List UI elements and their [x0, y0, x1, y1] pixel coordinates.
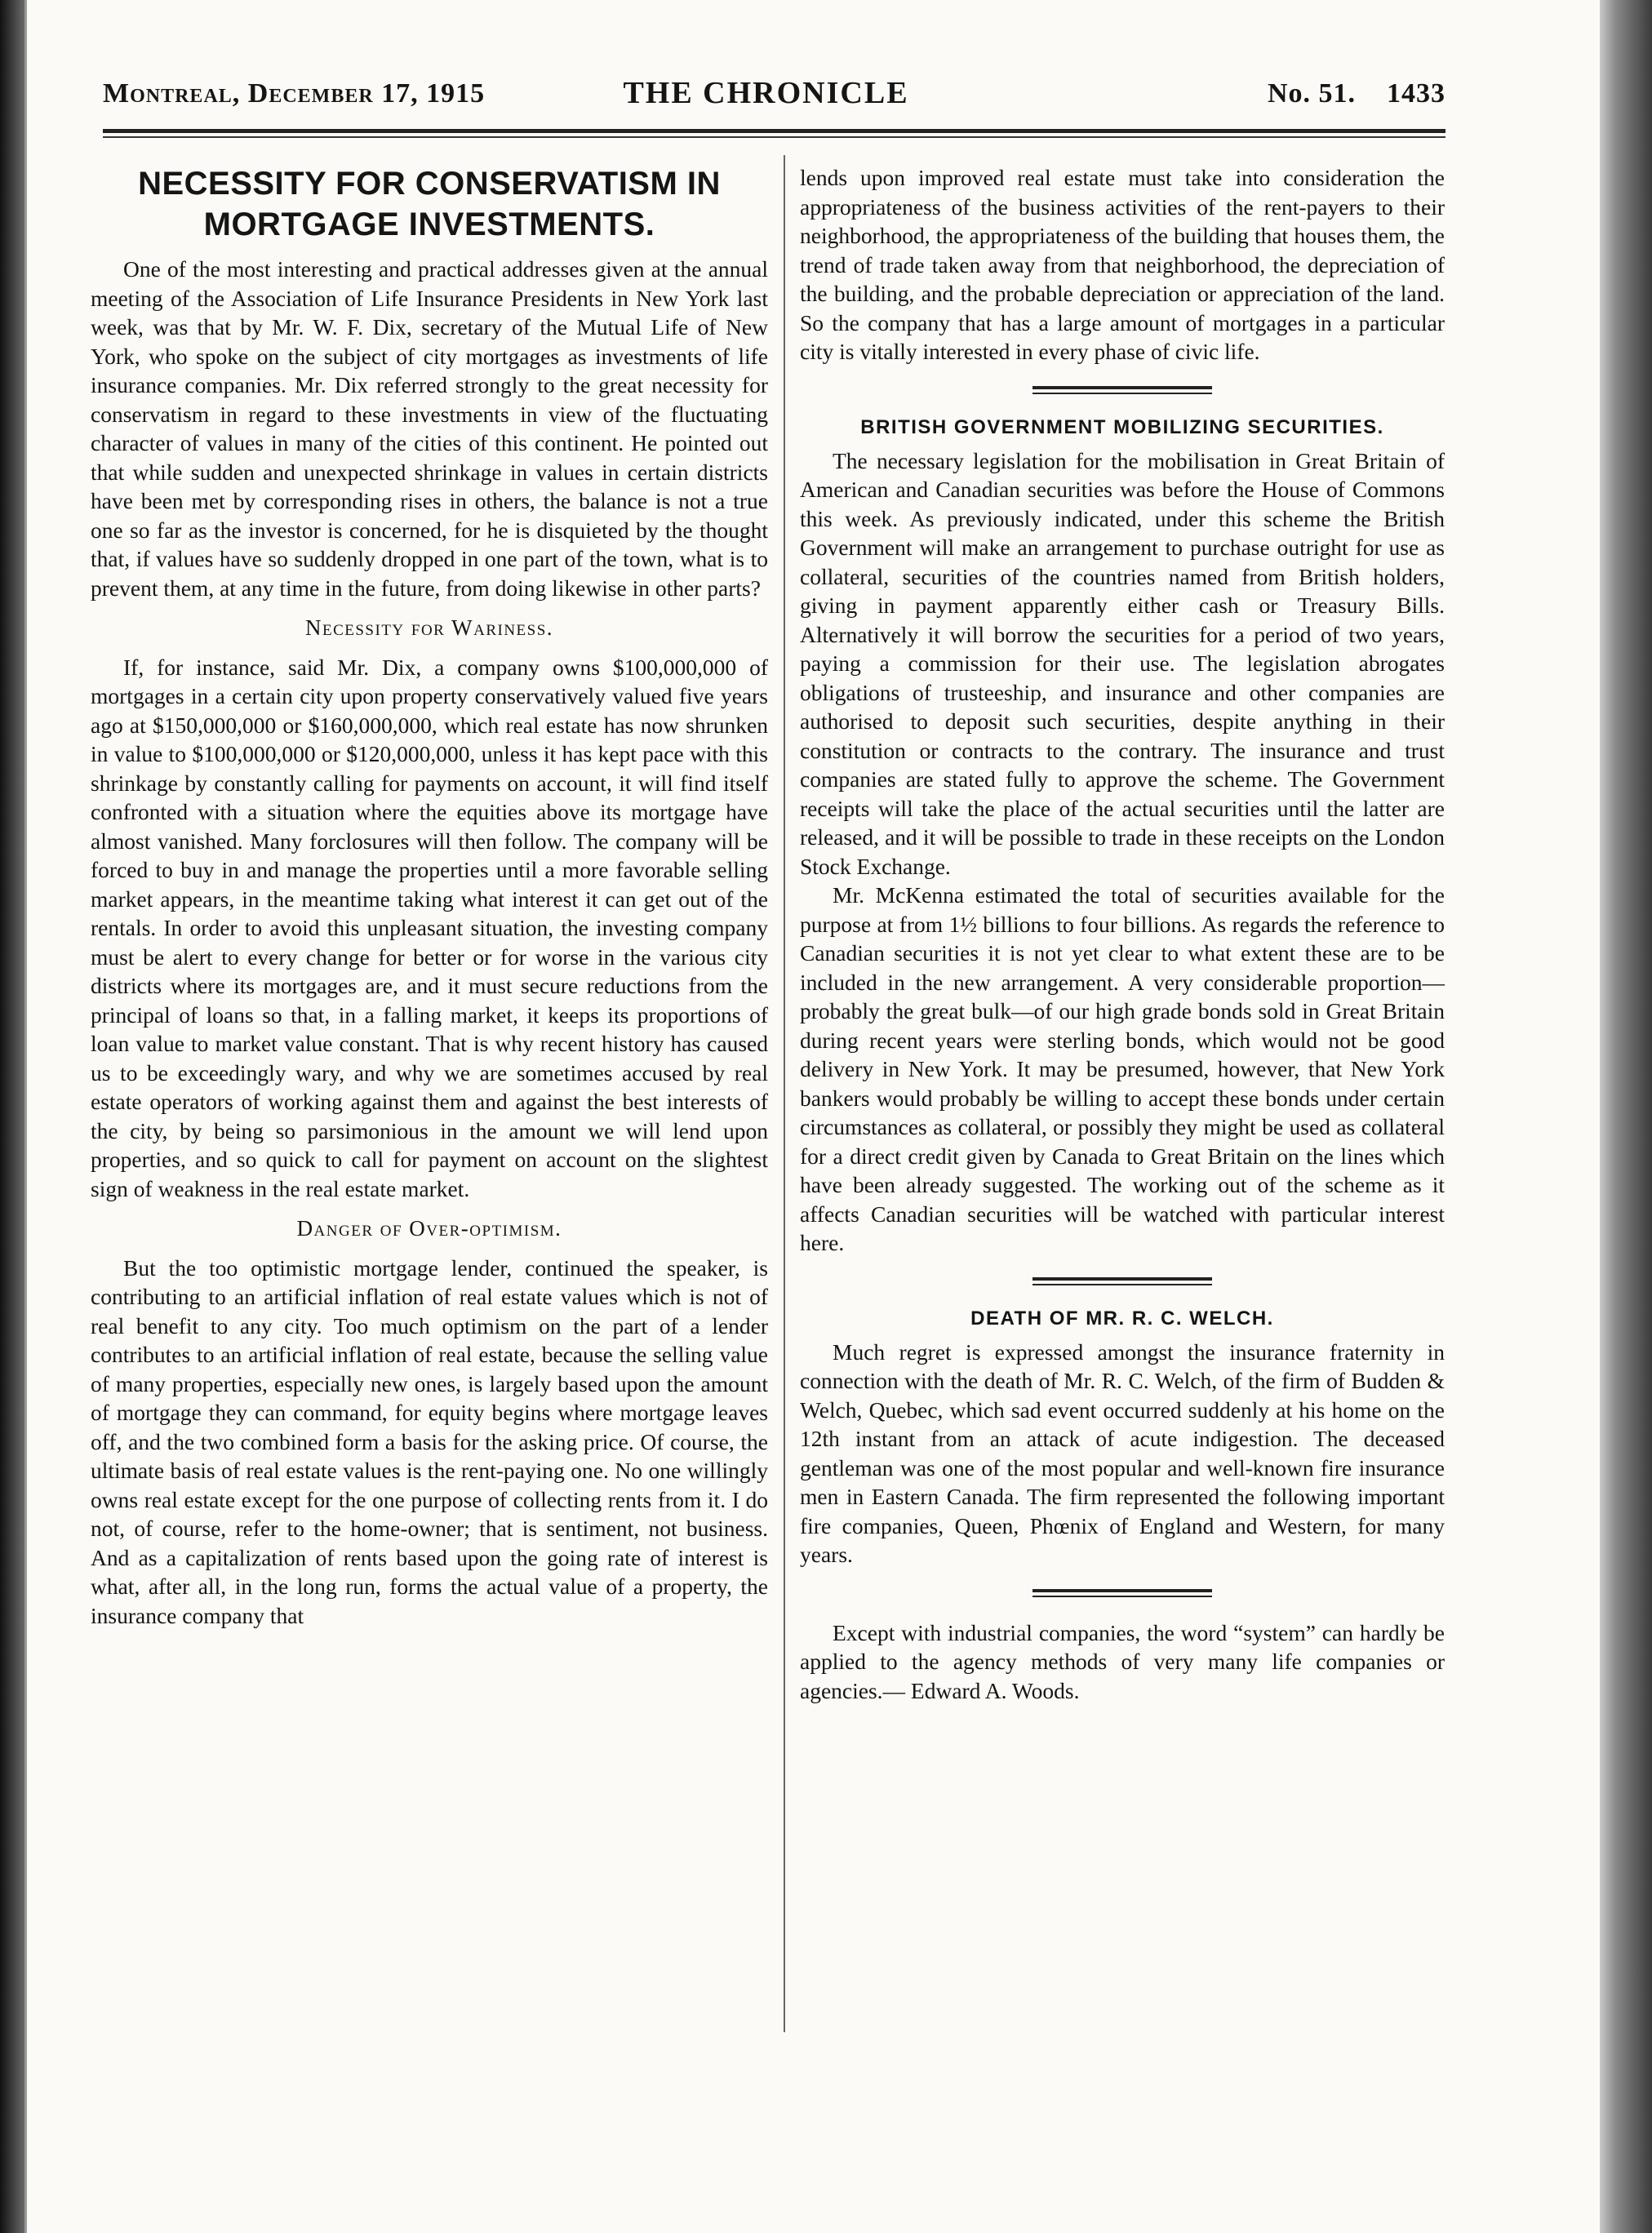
main-article-title: NECESSITY FOR CONSERVATISM IN MORTGAGE INVESTMENTS. — [138, 166, 721, 242]
subhead-over-optimism: Danger of Over-optimism. — [296, 1216, 562, 1241]
closing-quote — [800, 1618, 1445, 1706]
scan-left-edge — [0, 0, 24, 2233]
optimism-paragraph: But the too optimistic mortgage lender, continued the speaker, is contributing to an artificial inflation of real estate values which is not of real benefit to any city. Too much optimism on the part of a lender contributes to an artificial inflation of real estate, because the selling value of many properties, especially new ones, is largely based upon the amount of mortgage they can command, for equity begins where mortgage leaves off, and the two combined form a basis for the asking price. Of course, the ultimate basis of real estate values is the rent-paying one. No one willingly owns real estate except for the one purpose of collecting rents from it. I do not, of course, refer to the home-owner; that is sentiment, not business. And as a capitalization of rents based upon the going rate of interest is what, after all, in the long run, forms the actual value of a property, the insurance company that — [91, 1254, 768, 1628]
section-separator — [1032, 1277, 1212, 1285]
subhead-wariness: Necessity for Wariness. — [304, 615, 554, 640]
section-separator — [1032, 1589, 1212, 1597]
left-column — [91, 163, 768, 1630]
welch-article-title: DEATH OF MR. R. C. WELCH. — [970, 1307, 1274, 1330]
page-number: 1433 — [1387, 78, 1446, 109]
main-article-continuation: lends upon improved real estate must take into consideration the appropriateness of the business activities of the rent-payers to their neighborhood, the appropriateness of the building that houses them, the trend of trade taken away from that neighborhood, the depreciation of the building, and the probable depreciation or appreciation of the land. So the company that has a large amount of mortgages in a particular city is vitally interested in every phase of civic life. — [800, 165, 1445, 364]
british-paragraph-1: The necessary legislation for the mobilisation in Great Britain of American and Canadian securities was before the House of Commons this week. As previously indicated, under this scheme the British Government will make an arrangement to purchase outright for use as collateral, securities of the countries named from British holders, giving in payment apparently either cash or Treasury Bills. Alternatively it will borrow the securities for a period of two years, paying a commission for their use. The legislation abrogates obligations of trusteeship, and insurance and other companies are authorised to deposit such securities, despite anything in their constitution or contracts to the contrary. The insurance and trust companies are stated fully to approve the scheme. The Government receipts will take the place of the actual securities until the latter are released, and it will be possible to trade in these receipts on the London Stock Exchange. — [800, 447, 1445, 879]
issue-number: No. 51. — [1267, 78, 1356, 109]
quote-text: Except with industrial companies, the word “system” can hardly be applied to the agency methods of very many life companies or agencies.— Edward A. Woods. — [800, 1619, 1445, 1703]
issue-and-page — [1268, 78, 1446, 109]
page-header — [78, 78, 1454, 116]
masthead: THE CHRONICLE — [623, 76, 909, 110]
header-rule — [103, 129, 1446, 133]
dateline: Montreal, December 17, 1915 — [103, 78, 486, 109]
british-article-title: BRITISH GOVERNMENT MOBILIZING SECURITIES. — [860, 415, 1384, 438]
right-column — [800, 163, 1445, 1705]
wariness-paragraph: If, for instance, said Mr. Dix, a company owns $100,000,000 of mortgages in a certain city upon property conservatively valued five years ago at $150,000,000 or $160,000,000, which real estate has now shrunken in value to $100,000,000 or $120,000,000, unless it has kept pace with this shrinkage by constantly calling for payments on account, it will find itself confronted with a situation where the equities above its mortgage have almost vanished. Many forclosures will then follow. The company will be forced to buy in and manage the properties until a more favorable selling market appears, in the meantime taking what interest it can get out of the rentals. In order to avoid this unpleasant situation, the investing company must be alert to every change for better or for worse in the various city districts where its mortgages are, and it must secure reductions from the principal of loans so that, in a falling market, it keeps its proportions of loan value to market value constant. That is why recent history has caused us to be exceedingly wary, and why we are sometimes accused by real estate operators of working against them and against the best interests of the city, by being so parsimonious in the amount we will lend upon properties, and so quick to call for payment on account on the slightest sign of weakness in the real estate market. — [91, 654, 768, 1201]
scan-binding-edge — [1600, 0, 1652, 2233]
section-separator — [1032, 386, 1212, 394]
welch-paragraph: Much regret is expressed amongst the insurance fraternity in connection with the death of Mr. R. C. Welch, of the firm of Budden & Welch, Quebec, which sad event occurred suddenly at his home on the 12th instant from an attack of acute indigestion. The deceased gentleman was one of the most popular and well-known fire insurance men in Eastern Canada. The firm represented the following important fire companies, Queen, Phœnix of England and Western, for many years. — [800, 1338, 1445, 1567]
main-article-intro: One of the most interesting and practical addresses given at the annual meeting of the Association of Life Insurance Presidents in New York last week, was that by Mr. W. F. Dix, secretary of the Mutual Life of New York, who spoke on the subject of city mortgages as investments of life insurance companies. Mr. Dix referred strongly to the great necessity for conservatism in regard to these investments in view of the fluctuating character of values in many of the cities of this continent. He pointed out that while sudden and unexpected shrinkage in values in certain districts have been met by corresponding rises in others, the balance is not a true one so far as the investor is concerned, for he is disquieted by the thought that, if values have so suddenly dropped in one part of the town, what is to prevent them, at any time in the future, from doing likewise in other parts? — [91, 256, 768, 601]
british-paragraph-2: Mr. McKenna estimated the total of securities available for the purpose at from 1½ billions to four billions. As regards the reference to Canadian securities it is not yet clear to what extent these are to be included in the new arrangement. A very considerable proportion—probably the great bulk—of our high grade bonds sold in Great Britain during recent years were sterling bonds, which would not be good delivery in New York. It may be presumed, however, that New York bankers would probably be willing to accept these bonds under certain circumstances as collateral, or possibly they might be used as collateral for a direct credit given by Canada to Great Britain on the lines which have been already suggested. The working out of the scheme as it affects Canadian securities will be watched with particular interest here. — [800, 882, 1445, 1255]
column-divider — [784, 155, 785, 2032]
header-rule-thin — [103, 136, 1446, 138]
